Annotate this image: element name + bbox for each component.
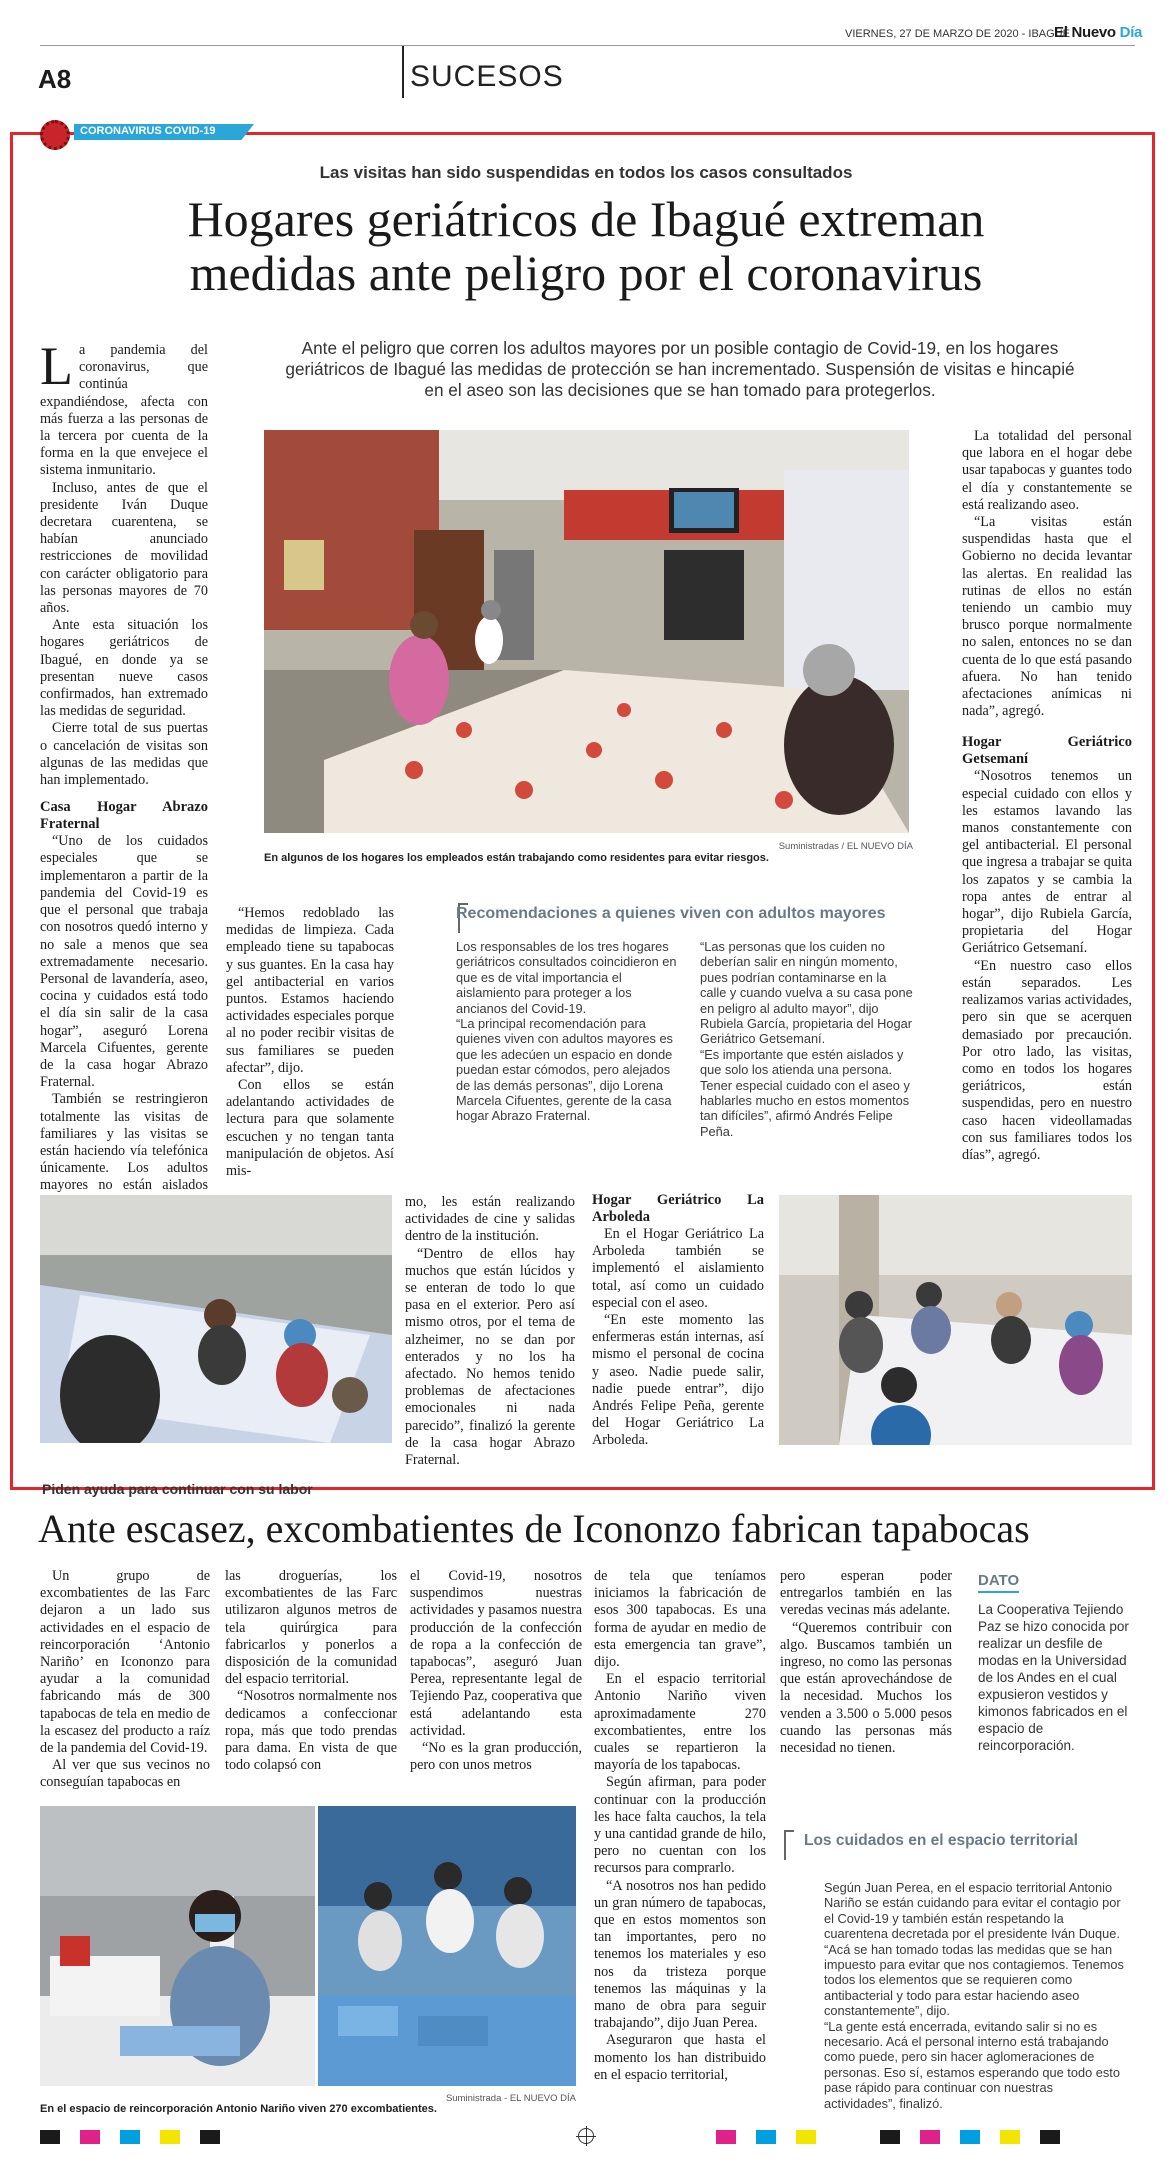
story2-kicker: Piden ayuda para continuar con su labor (42, 1481, 313, 1497)
story1-right-p2: “La visitas están suspendidas hasta que el Gobierno no decida levantar las alertas. En realidad las rutinas de ellos no están teniendo un cambio muy brusco porque normalmente no salen, entonces no se dan cuenta de lo que está pasando afuera. No han tenido afectaciones anímicas ni nada”, agregó. (962, 514, 1132, 720)
recommendations-right (700, 939, 915, 1139)
story2-col4-p2: En el espacio territorial Antonio Nariño viven aproximadamente 270 excombatientes, entre los cuales se repartieron la mayoría de los tapabocas. (594, 1671, 766, 1774)
section-divider (402, 46, 404, 98)
cuidados-text (824, 1880, 1124, 2111)
story2-col1-p1: Un grupo de excombatientes de las Farc dejaron a un lado sus actividades en el espacio de reincorporación ‘Antonio Nariño’ en Icononzo para ayudar a la comunidad fabricando más de 300 tapabocas de tela en medio de la escasez del producto a raíz de la pandemia del Covid-19. (40, 1568, 210, 1757)
story1-bot-col2-p2: “En este momento las enfermeras están internas, así mismo el personal de cocina y aseo. Nadie puede salir, nadie puede entrar”, dijo Andrés Felipe Peña, gerente del Hogar Geriátrico La Arboleda. (592, 1312, 764, 1449)
story1-col1-p3: Ante esta situación los hogares geriátricos de Ibagué, en donde ya se presentan nueve casos confirmados, han extremado las medidas de seguridad. (40, 617, 208, 720)
cuidados-bracket (784, 1830, 794, 1860)
crosshair-icon (578, 2128, 594, 2144)
story2-col3-p1: el Covid-19, nosotros suspendimos nuestras actividades y pasamos nuestra producción de la confección de ropa a la confección de tapabocas”, aseguró Juan Perea, representante legal de Tejiendo Paz, cooperativa que está adelantando esta actividad. (410, 1568, 582, 1739)
story1-subhead-arboleda: Hogar Geriátrico La Arboleda (592, 1192, 764, 1225)
cuidados-title: Los cuidados en el espacio territorial (804, 1832, 1078, 1849)
story1-headline (30, 192, 1142, 300)
drop-cap: L (40, 336, 73, 396)
story1-column-right (962, 428, 1132, 1164)
story2-col5-p2: “Queremos contribuir con algo. Buscamos también un ingreso, no como las personas que están aprovechándose de la necesidad. Muchos los venden a 3.500 o 5.000 pesos cuando las personas más necesidad no tienen. (780, 1619, 952, 1757)
story2-column-4 (594, 1568, 766, 2084)
story1-col1-p2: Incluso, antes de que el presidente Iván Duque decretara cuarentena, se habían anunciado restricciones de movilidad con carácter obligatorio para las personas mayores de 70 años. (40, 479, 208, 617)
story2-col4-p1: de tela que teníamos iniciamos la fabricación de esos 300 tapabocas. Es una forma de ayudar en medio de esta emergencia tan grave”, dijo. (594, 1568, 766, 1671)
cuidados-p1: Según Juan Perea, en el espacio territorial Antonio Nariño se están cuidando para evitar el contagio por el Covid-19 y también están respetando la cuarentena decretada por el presidente Iván Duque. (824, 1880, 1121, 1942)
recommendations-left-1: Los responsables de los tres hogares geriátricos consultados coincidieron en que es de vital importancia el aislamiento para proteger a los ancianos del Covid-19. (456, 939, 677, 1016)
story2-column-2 (225, 1568, 397, 1774)
story1-column-1 (40, 336, 208, 1229)
story1-subhead-abrazo: Casa Hogar Abrazo Fraternal (40, 799, 208, 833)
story1-col2-p2: Con ellos se están adelantando actividades de lectura para que solamente escuchen y no tengan tanta manipulación de objetos. Así mis- (226, 1077, 394, 1180)
story1-right-p1: La totalidad del personal que labora en el hogar debe usar tapabocas y guantes todo el día y constantemente se está realizando aseo. (962, 428, 1132, 513)
registration-bar-mid (716, 2130, 856, 2144)
story1-bot-col2-p1: En el Hogar Geriátrico La Arboleda también se implementó el aislamiento total, así como un cuidado especial con el aseo. (592, 1226, 764, 1311)
recommendations-left-2: “La principal recomendación para quienes viven con adultos mayores es que les adecúen un espacio en donde puedan estar cómodos, pero alejados de las demás personas”, dijo Lorena Marcela Cifuentes, gerente de la casa hogar Abrazo Fraternal. (456, 1016, 673, 1124)
story2-col2-p1: las droguerías, los excombatientes de las Farc utilizaron algunos metros de tela quirúrgica para fabricarlos y ponerlos a disposición de la comunidad del espacio territorial. (225, 1568, 397, 1688)
recommendations-left (456, 939, 681, 1124)
date-line: VIERNES, 27 DE MARZO DE 2020 - IBAGUÉ (845, 28, 1070, 40)
story1-bot-col1-p1: mo, les están realizando actividades de cine y salidas dentro de la institución. (405, 1194, 575, 1245)
story2-col3-p2: “No es la gran producción, pero con unos metros (410, 1740, 582, 1774)
story2-column-3 (410, 1568, 582, 1774)
story2-col4-p5: Aseguraron que hasta el momento los han distribuido en el espacio territorial, (594, 2032, 766, 2083)
story2-col1-p2: Al ver que sus vecinos no conseguían tapabocas en (40, 1757, 210, 1791)
dato-label: DATO (978, 1572, 1019, 1593)
page-number: A8 (38, 64, 72, 94)
story1-col1-p1 (40, 336, 208, 480)
cuidados-p2: “Acá se han tomado todas las medidas que se han impuesto para evitar que nos contagiemos. Tenemos todos los elementos que se requieren como antibacterial y todo para estar haciendo aseo constantemente”, dijo. (824, 1941, 1124, 2019)
story1-col1-p5: “Uno de los cuidados especiales que se implementaron a partir de la pandemia del Covid-19 es que el personal que trabaja con nosotros quedó interno y no sale a menos que sea extremadamente necesario. Personal de lavandería, aseo, cocina y cuidados está todo el día sin salir de la casa hogar”, aseguró Lorena Marcela Cifuentes, gerente de la casa hogar Abrazo Fraternal. (40, 833, 208, 1091)
recommendations-right-2: “Es importante que estén aislados y que solo los atienda una persona. Tener especial cuidado con el aseo y hablarles mucho en estos momentos tan difíciles”, afirmó Andrés Felipe Peña. (700, 1046, 910, 1139)
story1-headline-line1: Hogares geriátricos de Ibagué extreman (187, 191, 985, 247)
story1-col1-p6: También se restringieron totalmente las visitas de familiares y las visitas se están haciendo vía telefónica únicamente. Los adultos mayores no están aislados (40, 1091, 208, 1194)
tag-label: CORONAVIRUS COVID-19 (80, 125, 216, 137)
story1-kicker: Las visitas han sido suspendidas en todos los casos consultados (319, 163, 853, 182)
story1-right-p4: “En nuestro caso ellos están separados. Les realizamos varias actividades, pero sin que se acerquen demasiado por precaución. Por otro lado, las visitas, como en todos los hogares geriátricos, están suspendidas, pero en nuestro caso hacen videollamadas con sus familiares todos los días”, agregó. (962, 957, 1132, 1163)
story2-col5-p1: pero esperan poder entregarlos también en las veredas vecinas más adelante. (780, 1568, 952, 1619)
story1-column-2 (226, 905, 394, 1180)
story1-col1-p1-text: a pandemia del coronavirus, que continúa expandiéndose, afecta con más fuerza a las personas de la tercera por cuenta de la forma en la que envejece el sistema inmunitario. (40, 342, 208, 479)
recommendations-title: Recomendaciones a quienes viven con adultos mayores (456, 905, 886, 922)
photo-residents-table (40, 1195, 392, 1443)
story2-photo-credit: Suministrada - EL NUEVO DÍA (445, 2093, 576, 2104)
cuidados-p3: “La gente está encerrada, evitando salir si no es necesario. Acá el personal interno está trabajando como puede, pero sin hacer aglomeraciones de personas. Eso sí, estamos esperando que todo esto pase rápido para continuar con nuestras actividades”, finalizó. (824, 2018, 1120, 2111)
story2-headline: Ante escasez, excombatientes de Icononzo fabrican tapabocas (38, 1506, 1030, 1551)
photo-sewing-machine (40, 1806, 315, 2086)
story1-bot-col1-p2: “Dentro de ellos hay muchos que están lúcidos y se enteran de todo lo que pasa en el exterior. Pero así mismo otros, por el tema de alzheimer, no se dan por enterados y no los ha afectado. No hemos tenido problemas de afectaciones emocionales ni nada parecido”, finalizó la gerente de la casa hogar Abrazo Fraternal. (405, 1245, 575, 1469)
story1-bottom-column-1 (405, 1194, 575, 1469)
story1-headline-line2: medidas ante peligro por el coronavirus (189, 245, 983, 301)
story1-right-p3: “Nosotros tenemos un especial cuidado con ellos y les estamos lavando las manos constantemente con gel antibacterial. El personal que ingresa a trabajar se quita los zapatos y se cambia la ropa antes de entrar al hogar”, dijo Rubiela García, propietaria del Hogar Geriátrico Getsemaní. (962, 768, 1132, 957)
story2-photo-caption: En el espacio de reincorporación Antonio Nariño viven 270 excombatientes. (40, 2103, 437, 2115)
registration-bar-right (880, 2130, 1135, 2144)
dato-text: La Cooperativa Tejiendo Paz se hizo conocida por realizar un desfile de modas en la Universidad de los Andes en el cual expusieron vestidos y kimonos fabricados en el espacio de reincorporación. (978, 1602, 1129, 1753)
story1-col2-p1: “Hemos redoblado las medidas de limpieza. Cada empleado tiene su tapabocas y sus guantes. En la casa hay gel antibacterial en varios puntos. Estamos haciendo actividades especiales porque al no poder recibir visitas de sus familiares se pueden afectar”, dijo. (226, 905, 394, 1076)
story2-column-5 (780, 1568, 952, 1757)
main-photo-dining-room (264, 430, 909, 833)
recommendations-right-1: “Las personas que los cuiden no deberían salir en ningún momento, pues podrían contaminarse en la calle y cuando vuelva a su casa pone en peligro al adulto mayor”, dijo Rubiela García, propietaria del Hogar Geriátrico Getsemaní. (700, 939, 913, 1047)
main-photo-caption: En algunos de los hogares los empleados están trabajando como residentes para evitar riesgos. (264, 852, 769, 864)
story2-col2-p2: “Nosotros normalmente nos dedicamos a confeccionar ropa, más que todo prendas para dama. En vista de que todo colapsó con (225, 1688, 397, 1774)
story2-col4-p4: “A nosotros nos han pedido un gran número de tapabocas, que en estos momentos son tan importantes, pero no tenemos los materiales y eso nos da tristeza porque tenemos las máquinas y la mano de obra para seguir trabajando”, dijo Juan Perea. (594, 1877, 766, 2032)
dato-box (978, 1572, 1138, 1754)
masthead-rule (40, 45, 1135, 46)
brand-logo-accent: Día (1119, 24, 1143, 41)
brand-logo-text: El Nuevo (1054, 24, 1120, 41)
story2-col4-p3: Según afirman, para poder continuar con la producción les hace falta cauchos, la tela y una cantidad grande de hilo, pero no cuentan con los recursos para comprarlo. (594, 1774, 766, 1877)
story1-lead: Ante el peligro que corren los adultos mayores por un posible contagio de Covid-19, en los hogares geriátricos de Ibagué las medidas de protección se han incrementado. Suspensión de visitas e hincapié en el aseo son las decisiones que se han tomado para protegerlos. (285, 338, 1075, 400)
brand-logo (1054, 24, 1142, 41)
story1-bottom-column-2 (592, 1192, 764, 1450)
photo-workers-masks (318, 1806, 576, 2086)
virus-icon (40, 120, 70, 150)
section-title: SUCESOS (410, 60, 564, 93)
registration-bar-left (40, 2130, 300, 2144)
photo-residents-eating (779, 1195, 1132, 1445)
story2-column-1 (40, 1568, 210, 1792)
story1-col1-p4: Cierre total de sus puertas o cancelación de visitas son algunas de las medidas que han implementado. (40, 720, 208, 789)
recommendations-box (440, 897, 915, 1147)
main-photo-credit: Suministradas / EL NUEVO DÍA (778, 841, 913, 852)
covid-tag (40, 120, 260, 146)
story1-subhead-getsemani: Hogar Geriátrico Getsemaní (962, 734, 1132, 768)
